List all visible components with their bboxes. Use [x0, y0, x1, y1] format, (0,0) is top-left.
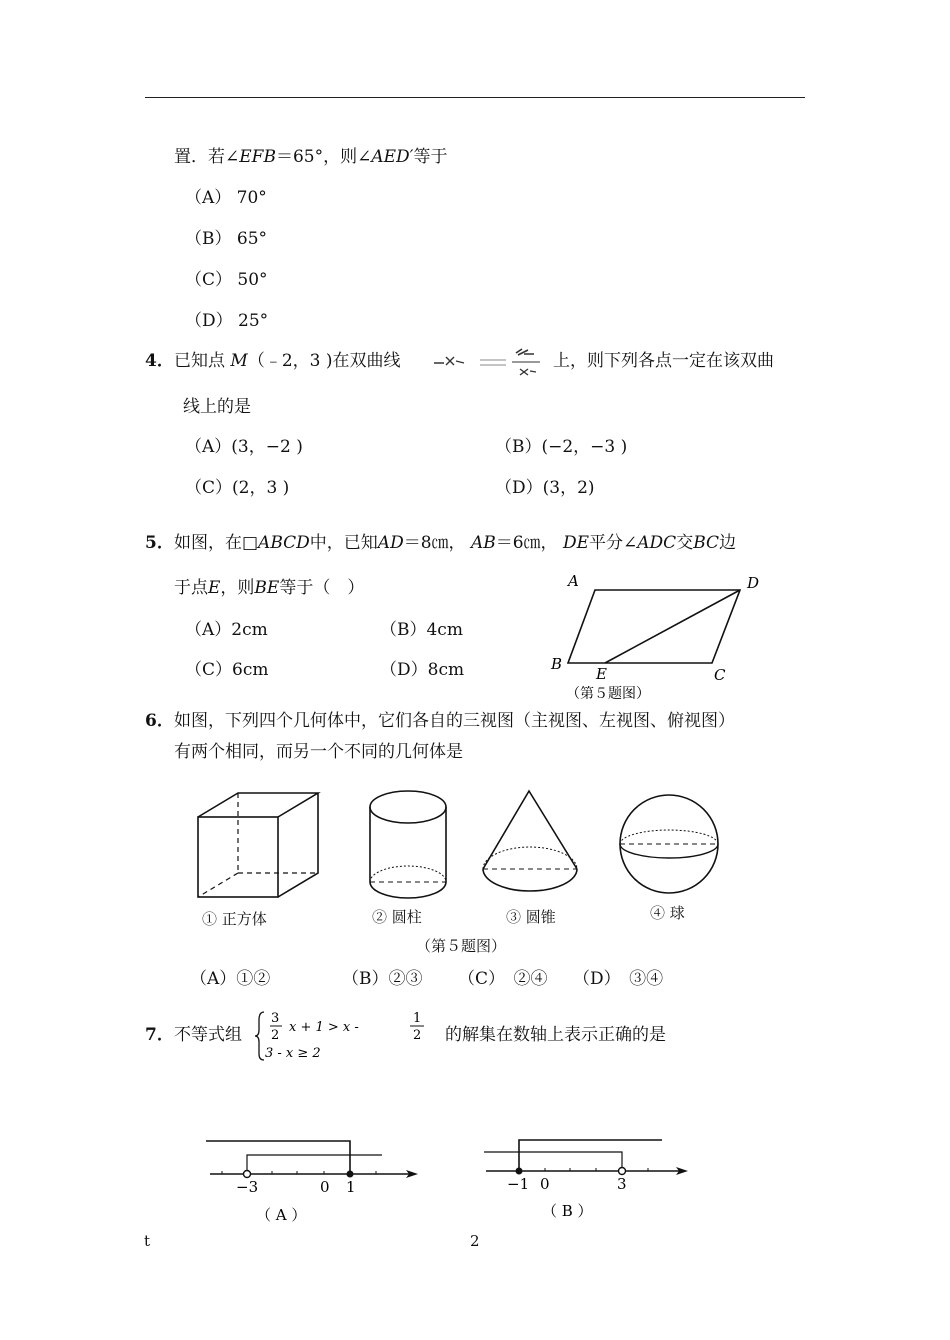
cone-figure — [478, 785, 588, 905]
number-line-a — [200, 1130, 430, 1230]
q4-option-b[interactable]: （B）(−2，−3 ) — [495, 437, 628, 457]
vertex-label-c: C — [714, 666, 726, 684]
q6-option-c[interactable]: （C） ②④ — [458, 969, 548, 989]
sys-den1: 2 — [271, 1028, 280, 1043]
solids-caption: （第５题图） — [416, 937, 507, 955]
q4-number: 4． — [145, 351, 174, 371]
q4-stem-end: 上，则下列各点一定在该双曲 — [553, 351, 774, 371]
vertex-label-b: B — [551, 655, 563, 673]
figure-caption: （第５题图） — [566, 686, 650, 702]
page-number: 2 — [470, 1232, 480, 1250]
q5-option-a[interactable]: （A）2cm — [185, 620, 268, 640]
header-rule — [145, 97, 805, 98]
q5-stem: 如图，在□ABCD中，已知AD＝8㎝， AB＝6㎝， DE平分∠ADC交BC边 — [174, 533, 737, 553]
q6-stem-line2: 有两个相同，而另一个不同的几何体是 — [174, 742, 463, 762]
q7-stem-end: 的解集在数轴上表示正确的是 — [445, 1025, 666, 1045]
cube-figure — [190, 785, 330, 905]
parallelogram-figure — [540, 570, 780, 705]
vertex-label-d: D — [747, 574, 760, 592]
q5-number: 5． — [145, 533, 174, 553]
q6-option-b[interactable]: （B）②③ — [342, 969, 423, 989]
hyperbola-formula-image — [430, 345, 550, 379]
q3-stem: 置．若∠EFB＝65°，则∠AED′等于 — [174, 147, 448, 167]
vertex-label-a: A — [568, 572, 579, 590]
sys-num1: 3 — [271, 1011, 280, 1026]
q3-option-a[interactable]: （A） 70° — [185, 188, 267, 208]
inequality-system — [255, 1008, 445, 1064]
tick-label-a-3: 1 — [346, 1178, 356, 1196]
tick-label-b-3: 3 — [617, 1175, 627, 1193]
sys-num2: 1 — [413, 1011, 422, 1026]
q4-stem-line2: 线上的是 — [183, 397, 251, 417]
sys-mid: x + 1 > x - — [289, 1020, 359, 1035]
axis-label-b: （ B ） — [542, 1202, 593, 1220]
q6-stem: 如图，下列四个几何体中，它们各自的三视图（主视图、左视图、俯视图） — [174, 711, 735, 731]
vertex-label-e: E — [596, 665, 607, 683]
q5-option-c[interactable]: （C）6cm — [185, 660, 269, 680]
sphere-figure — [615, 790, 725, 900]
tick-label-b-1: −1 — [507, 1175, 530, 1193]
solid-label-cylinder: ② 圆柱 — [372, 908, 422, 926]
q3-option-d[interactable]: （D） 25° — [185, 311, 269, 331]
footer-left: t — [144, 1232, 151, 1250]
q6-number: 6． — [145, 711, 174, 731]
tick-label-b-2: 0 — [540, 1175, 550, 1193]
solid-label-sphere: ④ 球 — [650, 904, 685, 922]
solid-label-cone: ③ 圆锥 — [506, 908, 556, 926]
q6-option-d[interactable]: （D） ③④ — [573, 969, 664, 989]
q3-option-b[interactable]: （B） 65° — [185, 229, 268, 249]
sys-den2: 2 — [413, 1028, 422, 1043]
q7-number: 7． — [145, 1025, 174, 1045]
q4-option-d[interactable]: （D）(3，2) — [495, 478, 595, 498]
q7-stem: 不等式组 — [174, 1025, 242, 1045]
cylinder-figure — [365, 785, 455, 905]
q6-option-a[interactable]: （A）①② — [190, 969, 271, 989]
q5-option-b[interactable]: （B）4cm — [380, 620, 463, 640]
q4-option-a[interactable]: （A）(3，−2 ) — [185, 437, 303, 457]
number-line-b — [480, 1130, 710, 1230]
tick-label-a-2: 0 — [320, 1178, 330, 1196]
tick-label-a-1: −3 — [236, 1178, 259, 1196]
sys-line2: 3 - x ≥ 2 — [265, 1046, 321, 1061]
q3-option-c[interactable]: （C） 50° — [185, 270, 268, 290]
q4-stem: 已知点 M（﹣2，3 )在双曲线 — [174, 351, 401, 371]
q5-stem-line2: 于点E，则BE等于（ ） — [174, 578, 365, 598]
q5-option-d[interactable]: （D）8cm — [380, 660, 465, 680]
solid-label-cube: ① 正方体 — [202, 910, 267, 928]
axis-label-a: （ A ） — [256, 1206, 307, 1224]
q4-option-c[interactable]: （C）(2，3 ) — [185, 478, 290, 498]
